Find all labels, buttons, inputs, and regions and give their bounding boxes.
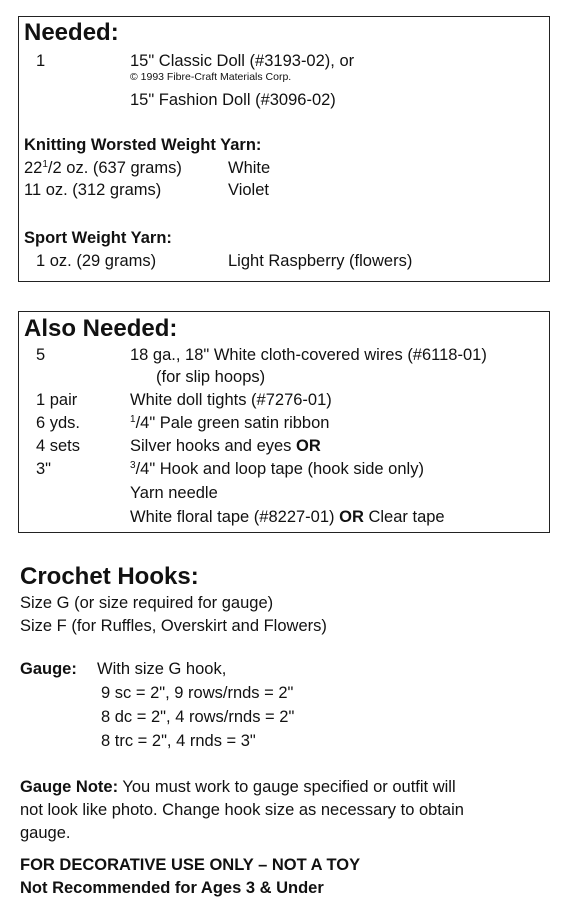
gauge-intro: With size G hook,: [97, 660, 227, 678]
list-item-wires-note: (for slip hoops): [156, 368, 266, 386]
list-item-qty: 4 sets: [36, 437, 81, 455]
worsted-white-color: White: [228, 159, 271, 177]
worsted-white-amount: $22^1/2$ oz. (637 grams): [24, 159, 182, 177]
sport-yarn-heading: Sport Weight Yarn:: [24, 229, 172, 247]
doll-quantity: 1: [36, 52, 46, 70]
list-item-loop-tape: $^3$/4" Hook and loop tape (hook side only): [130, 460, 424, 478]
decorative-use-warning: FOR DECORATIVE USE ONLY – NOT A TOY: [20, 856, 361, 874]
age-warning: Not Recommended for Ages 3 & Under: [20, 879, 324, 897]
worsted-violet-color: Violet: [228, 181, 269, 199]
gauge-label: Gauge:: [20, 660, 77, 678]
list-item-qty: 5: [36, 346, 46, 364]
worsted-violet-amount: 11 oz. (312 grams): [24, 181, 162, 199]
needed-title: Needed:: [24, 19, 119, 46]
doll-option-fashion: 15" Fashion Doll (#3096-02): [130, 91, 336, 109]
worsted-yarn-heading: Knitting Worsted Weight Yarn:: [24, 136, 262, 154]
list-item-ribbon: $^1$/4" Pale green satin ribbon: [130, 414, 330, 432]
sport-yarn-color: Light Raspberry (flowers): [228, 252, 413, 270]
list-item-floral-tape: White floral tape (#8227-01) OR Clear tape: [130, 508, 445, 526]
list-item-tights: White doll tights (#7276-01): [130, 391, 332, 409]
gauge-dc-line: 8 dc = 2", 4 rows/rnds = 2": [101, 708, 295, 726]
list-item-qty: 1 pair: [36, 391, 78, 409]
list-item-wires: 18 ga., 18" White cloth-covered wires (#6118-01): [130, 346, 487, 364]
crochet-hooks-title: Crochet Hooks:: [20, 563, 199, 590]
list-item-yarn-needle: Yarn needle: [130, 484, 218, 502]
hook-size-g: Size G (or size required for gauge): [20, 594, 274, 612]
list-item-qty: 3": [36, 460, 52, 478]
gauge-note-line-1: Gauge Note: You must work to gauge specified or outfit will: [20, 778, 456, 796]
hook-size-f: Size F (for Ruffles, Overskirt and Flowers): [20, 617, 327, 635]
gauge-note-line-2: not look like photo. Change hook size as necessary to obtain: [20, 801, 464, 819]
sport-yarn-amount: 1 oz. (29 grams): [36, 252, 157, 270]
gauge-trc-line: 8 trc = 2", 4 rnds = 3": [101, 732, 256, 750]
doll-option-classic: 15" Classic Doll (#3193-02), or: [130, 52, 355, 70]
also-needed-title: Also Needed:: [24, 315, 178, 342]
gauge-sc-line: 9 sc = 2", 9 rows/rnds = 2": [101, 684, 294, 702]
list-item-hooks-eyes: Silver hooks and eyes OR: [130, 437, 321, 455]
copyright-notice: © 1993 Fibre-Craft Materials Corp.: [130, 71, 292, 83]
list-item-qty: 6 yds.: [36, 414, 81, 432]
gauge-note-line-3: gauge.: [20, 824, 71, 842]
